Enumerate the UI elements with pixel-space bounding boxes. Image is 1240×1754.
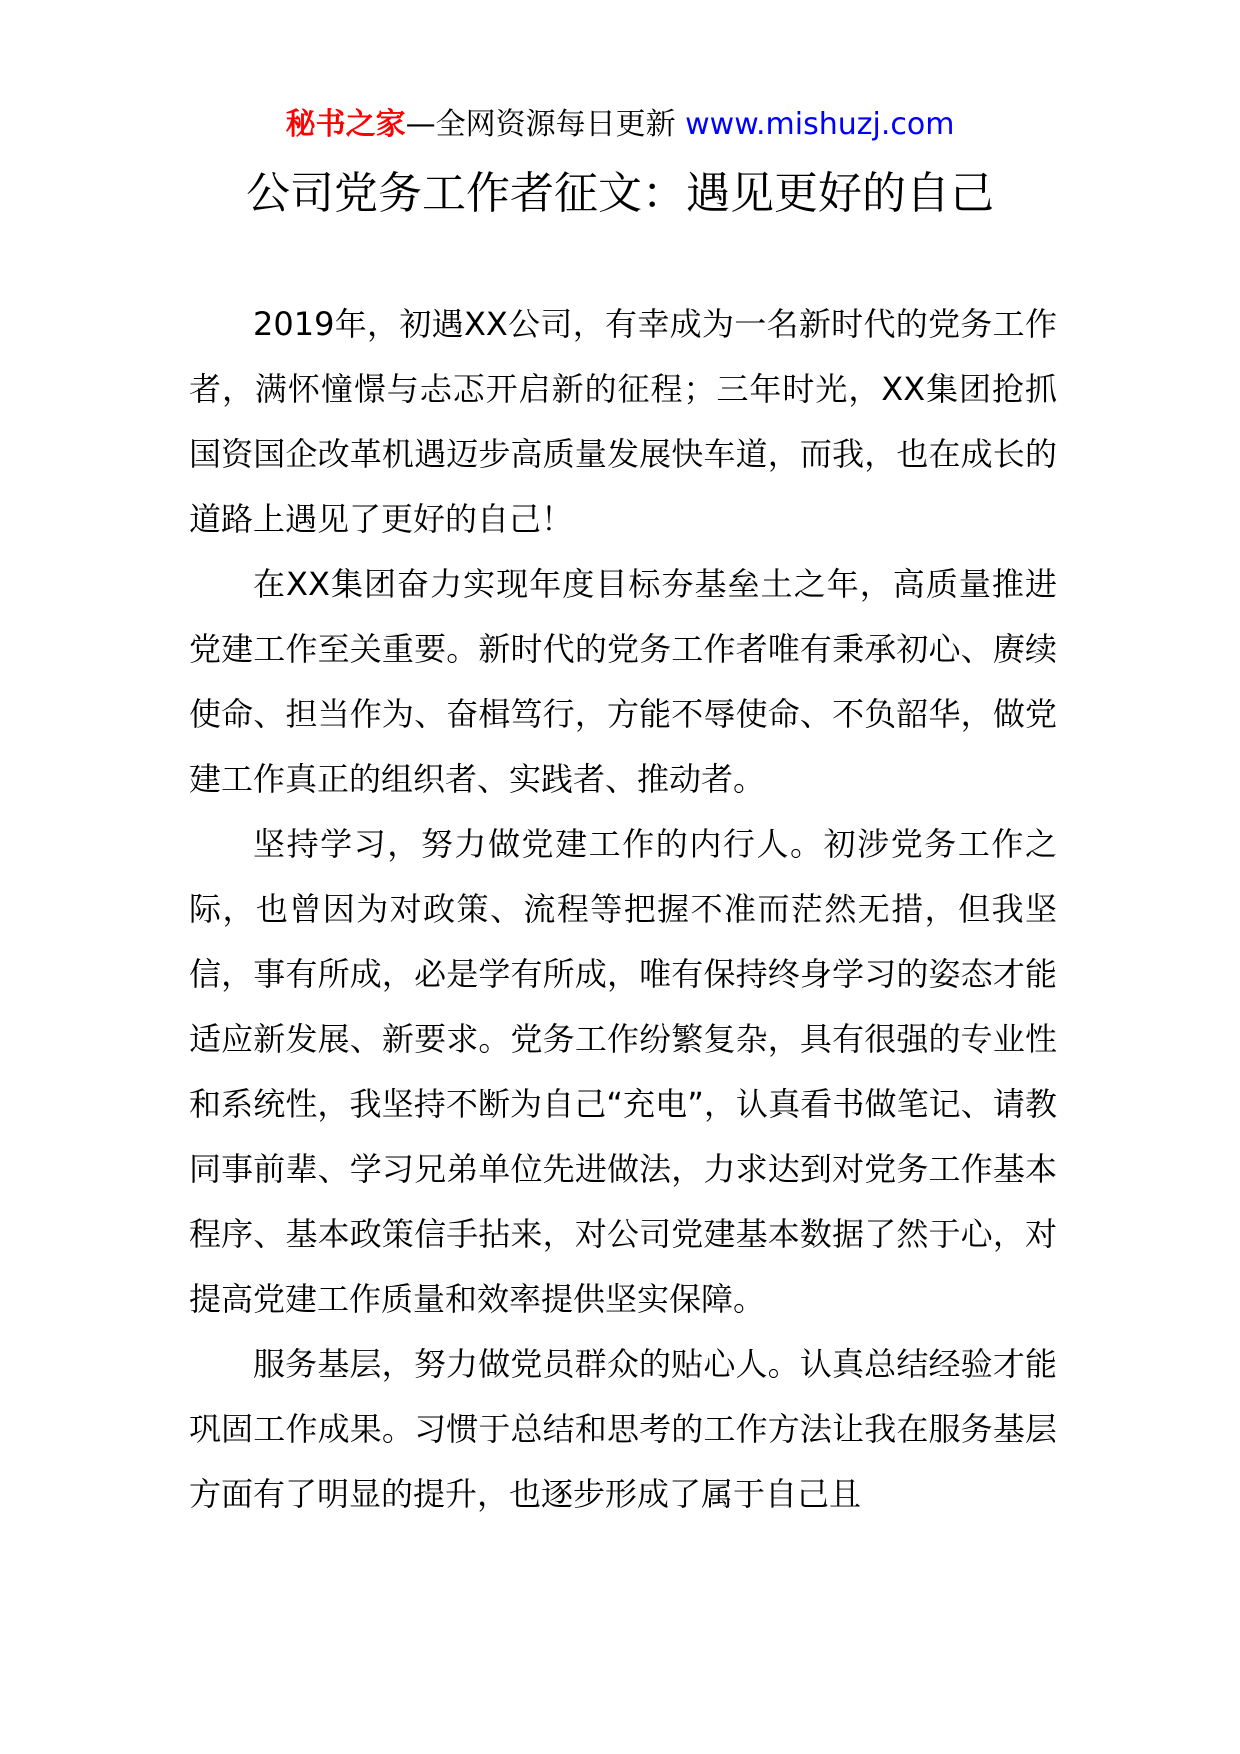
paragraph: 坚持学习，努力做党建工作的内行人。初涉党务工作之际，也曾因为对政策、流程等把握不准而茫然无措，但我坚信，事有所成，必是学有所成，唯有保持终身学习的姿态才能适应新发展、新要求。党务工作纷繁复杂，具有很强的专业性和系统性，我坚持不断为自己“充电”，认真看书做笔记、请教同事前辈、学习兄弟单位先进做法，力求达到对党务工作基本程序、基本政策信手拈来，对公司党建基本数据了然于心，对提高党建工作质量和效率提供坚实保障。 xyxy=(189,825,1057,1318)
header-tagline: —全网资源每日更新 xyxy=(405,107,676,142)
document-body xyxy=(189,292,1057,1527)
site-url-link[interactable]: www.mishuzj.com xyxy=(685,107,955,142)
document-title: 公司党务工作者征文：遇见更好的自己 xyxy=(246,168,994,219)
watermark-header xyxy=(0,103,1240,147)
brand-name: 秘书之家 xyxy=(285,107,406,142)
paragraph: 2019年，初遇XX公司，有幸成为一名新时代的党务工作者，满怀憧憬与忐忑开启新的征程；三年时光，XX集团抢抓国资国企改革机遇迈步高质量发展快车道，而我，也在成长的道路上遇见了更好的自己！ xyxy=(189,305,1057,538)
paragraph: 在XX集团奋力实现年度目标夯基垒土之年，高质量推进党建工作至关重要。新时代的党务工作者唯有秉承初心、赓续使命、担当作为、奋楫笃行，方能不辱使命、不负韶华，做党建工作真正的组织者、实践者、推动者。 xyxy=(189,565,1057,798)
paragraph: 服务基层，努力做党员群众的贴心人。认真总结经验才能巩固工作成果。习惯于总结和思考的工作方法让我在服务基层方面有了明显的提升，也逐步形成了属于自己且 xyxy=(189,1345,1057,1513)
